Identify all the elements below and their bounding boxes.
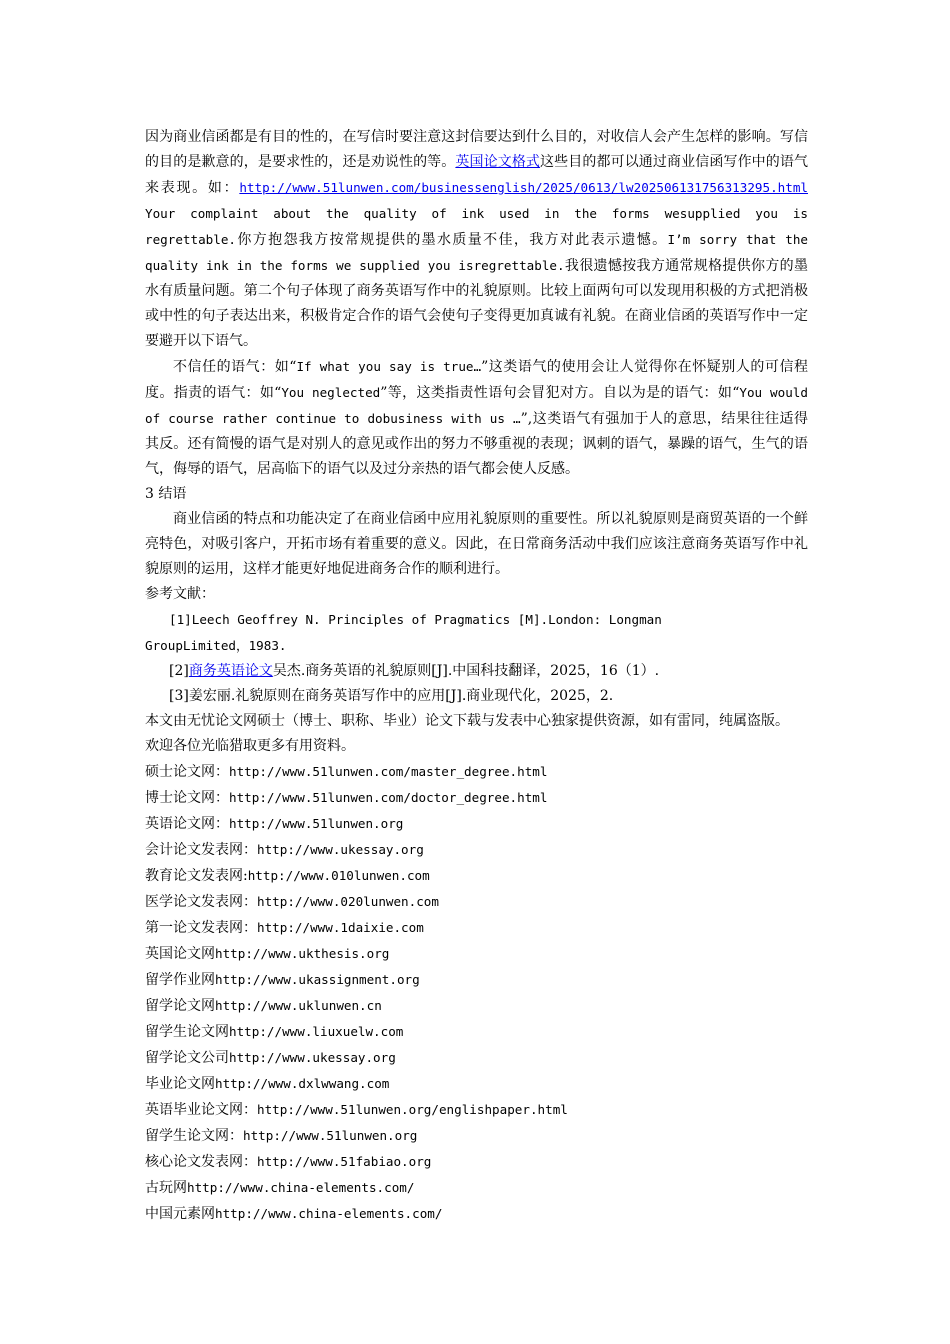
site-label: 英语毕业论文网： xyxy=(145,1102,257,1118)
paragraph-tones-to-avoid xyxy=(145,354,808,482)
site-label: 留学作业网 xyxy=(145,972,215,988)
site-list-item xyxy=(145,1071,808,1097)
english-example-1: Your complaint about the quality of ink used in the forms wesupplied you is regrettable. xyxy=(145,206,808,247)
references-heading: 参考文献： xyxy=(145,586,215,602)
site-list-item xyxy=(145,915,808,941)
site-list xyxy=(145,759,808,1227)
copyright-notice: 本文由无忧论文网硕士（博士、职称、毕业）论文下载与发表中心独家提供资源，如有雷同，纯属盗版。 xyxy=(145,713,789,729)
site-label: 留学生论文网 xyxy=(145,1024,229,1040)
site-label: 第一论文发表网： xyxy=(145,920,257,936)
site-url[interactable]: http://www.ukessay.org xyxy=(257,842,424,857)
site-url[interactable]: http://www.51lunwen.org xyxy=(229,816,404,831)
site-url[interactable]: http://www.uklunwen.cn xyxy=(215,998,382,1013)
site-list-item xyxy=(145,967,808,993)
site-label: 会计论文发表网： xyxy=(145,842,257,858)
site-list-item xyxy=(145,759,808,785)
site-url[interactable]: http://www.020lunwen.com xyxy=(257,894,439,909)
text-run: 这些目的都可以通过商业信函写作中的语气来表现。如： xyxy=(145,154,809,196)
site-list-item xyxy=(145,993,808,1019)
text-run: ”这类语气的使用会让人觉得你在怀疑别人的可信程度。指责的语气：如“ xyxy=(145,359,808,401)
english-phrase: You would of course rather continue to dobusiness with us … xyxy=(145,385,808,426)
site-list-item xyxy=(145,785,808,811)
site-label: 中国元素网 xyxy=(145,1206,215,1222)
site-url[interactable]: http://www.51lunwen.org xyxy=(243,1128,418,1143)
reference-2 xyxy=(145,659,808,684)
site-url[interactable]: http://www.ukthesis.org xyxy=(215,946,390,961)
site-url[interactable]: http://www.51lunwen.com/doctor_degree.html xyxy=(229,790,548,805)
text-run: ”等，这类指责性语句会冒犯对方。自以为是的语气：如“ xyxy=(380,385,740,401)
site-label: 硕士论文网： xyxy=(145,764,229,780)
site-label: 留学论文公司 xyxy=(145,1050,229,1066)
site-list-item xyxy=(145,1123,808,1149)
reference-1-line-2 xyxy=(145,633,808,659)
site-list-item xyxy=(145,1149,808,1175)
site-url[interactable]: http://www.china-elements.com/ xyxy=(215,1206,443,1221)
english-phrase: If what you say is true… xyxy=(296,359,482,374)
site-url[interactable]: http://www.ukassignment.org xyxy=(215,972,420,987)
site-label: 核心论文发表网： xyxy=(145,1154,257,1170)
site-url[interactable]: http://www.ukessay.org xyxy=(229,1050,396,1065)
site-list-item xyxy=(145,1045,808,1071)
paragraph-tone-purpose xyxy=(145,125,808,354)
section-number: 3 xyxy=(145,486,154,502)
reference-number: [2] xyxy=(169,663,189,679)
site-url[interactable]: http://www.51fabiao.org xyxy=(257,1154,432,1169)
site-list-item xyxy=(145,811,808,837)
text-run: 不信任的语气：如“ xyxy=(173,359,297,375)
site-url[interactable]: http://www.51lunwen.com/master_degree.html xyxy=(229,764,548,779)
document-page xyxy=(145,125,808,1227)
site-url[interactable]: http://www.51lunwen.org/englishpaper.html xyxy=(257,1102,568,1117)
site-list-item xyxy=(145,1201,808,1227)
welcome-text: 欢迎各位光临猎取更多有用资料。 xyxy=(145,738,355,754)
site-label: 英语论文网： xyxy=(145,816,229,832)
site-label: 留学论文网 xyxy=(145,998,215,1014)
site-label: 古玩网 xyxy=(145,1180,187,1196)
reference-text: 吴杰.商务英语的礼貌原则[J].中国科技翻译，2025，16（1）. xyxy=(272,663,660,679)
site-list-item xyxy=(145,837,808,863)
paragraph-conclusion: 商业信函的特点和功能决定了在商业信函中应用礼貌原则的重要性。所以礼貌原则是商贸英语的一个鲜亮特色，对吸引客户，开拓市场有着重要的意义。因此，在日常商务活动中我们应该注意商务英语写作中礼貌原则的运用，这样才能更好地促进商务合作的顺利进行。 xyxy=(145,511,808,577)
site-list-item xyxy=(145,889,808,915)
english-phrase: You neglected xyxy=(281,385,381,400)
site-label: 毕业论文网 xyxy=(145,1076,215,1092)
site-url[interactable]: http://www.china-elements.com/ xyxy=(187,1180,415,1195)
site-url[interactable]: http://www.010lunwen.com xyxy=(247,868,430,883)
site-label: 英国论文网 xyxy=(145,946,215,962)
section-heading-conclusion xyxy=(145,482,808,507)
site-url[interactable]: http://www.1daixie.com xyxy=(257,920,424,935)
link-article-url[interactable]: http://www.51lunwen.com/businessenglish/2025/0613/lw202506131756313295.html xyxy=(239,180,808,195)
link-uk-thesis-format[interactable]: 英国论文格式 xyxy=(455,154,541,170)
site-list-item xyxy=(145,1019,808,1045)
section-title: 结语 xyxy=(158,486,187,502)
english-example-2: I’m sorry that the quality ink in the forms we supplied you isregrettable. xyxy=(145,232,808,273)
reference-1-line-1 xyxy=(145,607,808,633)
site-label: 留学生论文网： xyxy=(145,1128,243,1144)
text-run: 我很遗憾按我方通常规格提供你方的墨水有质量问题。第二个句子体现了商务英语写作中的礼貌原则。比较上面两句可以发现用积极的方式把消极或中性的句子表达出来，积极肯定合作的语气会使句子变得更加真诚有礼貌。在商业信函的英语写作中一定要避开以下语气。 xyxy=(145,258,809,349)
link-business-english-thesis[interactable]: 商务英语论文 xyxy=(188,663,273,679)
text-run: 你方抱怨我方按常规提供的墨水质量不佳，我方对此表示遗憾。 xyxy=(236,232,668,248)
site-list-item xyxy=(145,863,808,889)
site-list-item xyxy=(145,1097,808,1123)
site-list-item xyxy=(145,941,808,967)
reference-text: [1]Leech Geoffrey N. Principles of Pragmatics [M].London: Longman xyxy=(169,612,662,627)
reference-3: [3]姜宏丽.礼貌原则在商务英语写作中的应用[J].商业现代化，2025，2. xyxy=(169,688,614,704)
site-label: 医学论文发表网： xyxy=(145,894,257,910)
site-list-item xyxy=(145,1175,808,1201)
site-label: 教育论文发表网: xyxy=(145,868,248,884)
site-url[interactable]: http://www.liuxuelw.com xyxy=(229,1024,404,1039)
text-run: 因为商业信函都是有目的性的，在写信时要注意这封信要达到什么目的，对收信人会产生怎样的影响。写信的目的是歉意的，是要求性的，还是劝说性的等。 xyxy=(145,129,808,170)
site-label: 博士论文网： xyxy=(145,790,229,806)
text-run: ”,这类语气有强加于人的意思，结果往往适得其反。还有简慢的语气是对别人的意见或作出的努力不够重视的表现；讽刺的语气，暴躁的语气，生气的语气，侮辱的语气，居高临下的语气以及过分亲热的语气都会使人反感。 xyxy=(145,411,808,477)
reference-text: GroupLimited，1983. xyxy=(145,638,287,653)
site-url[interactable]: http://www.dxlwwang.com xyxy=(215,1076,390,1091)
